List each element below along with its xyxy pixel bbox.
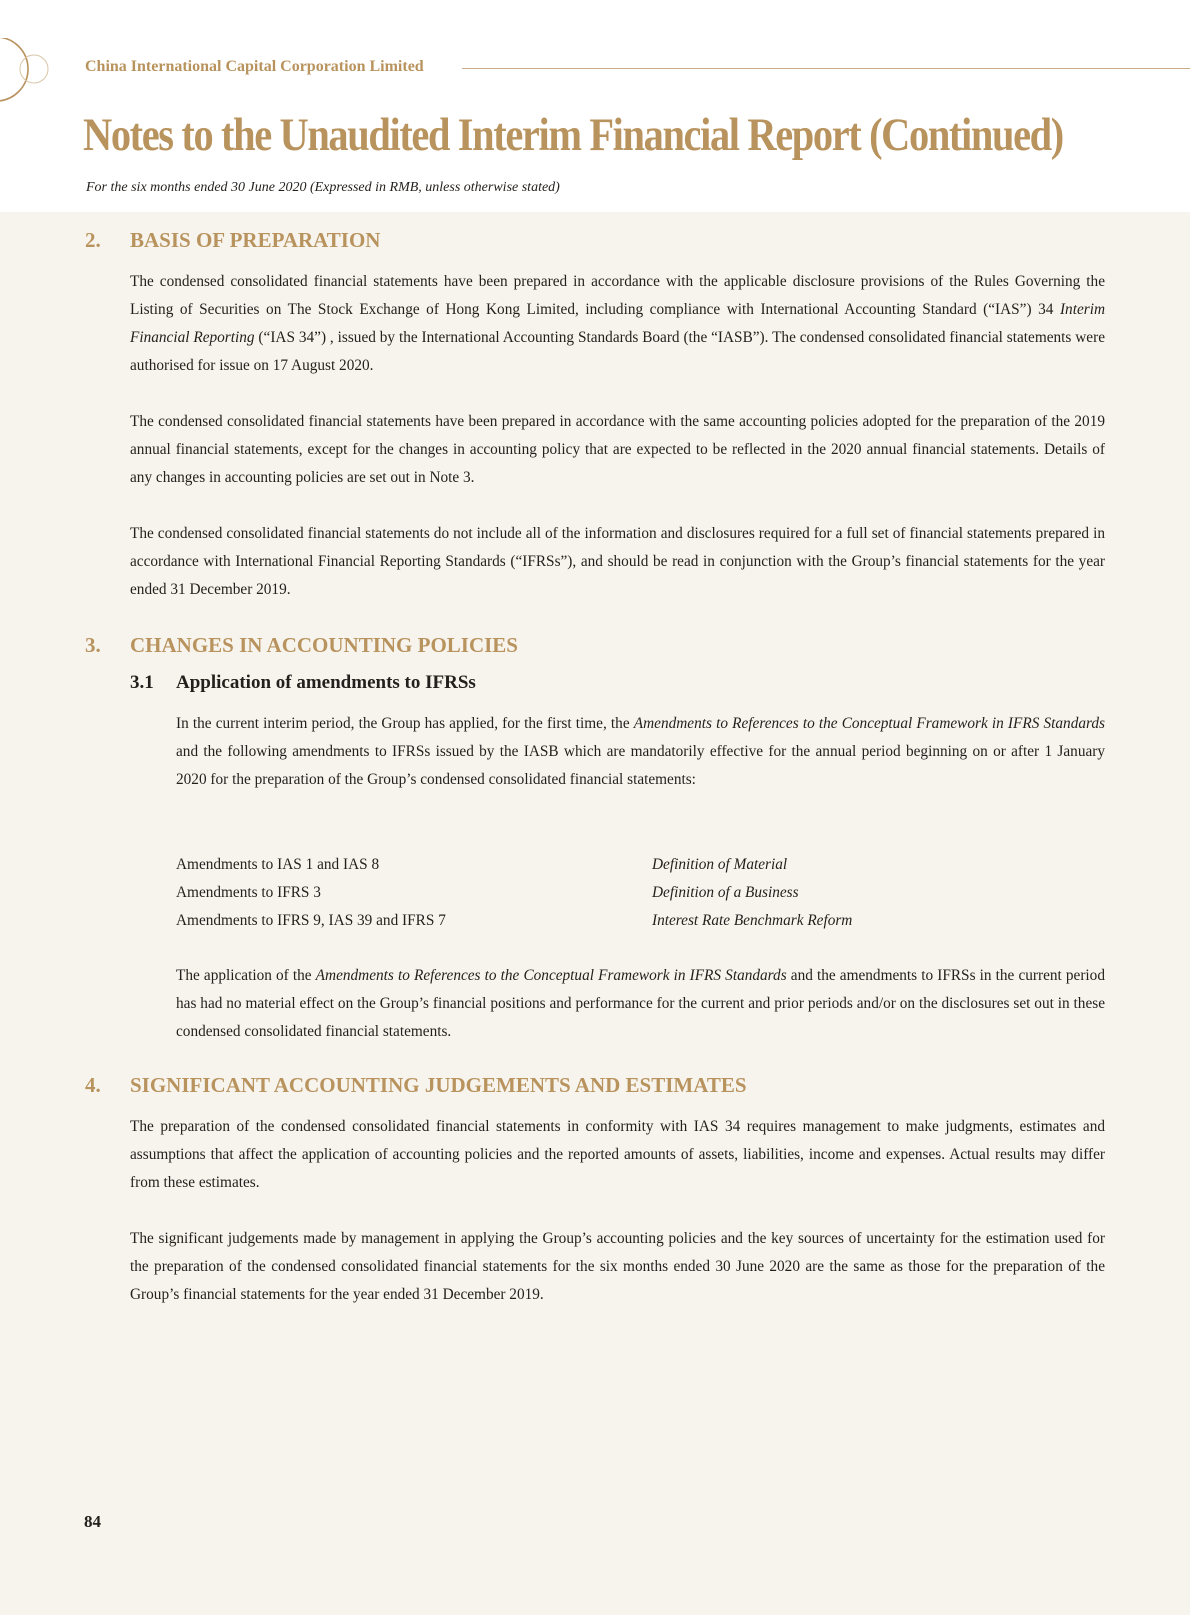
subsection-title: Application of amendments to IFRSs: [176, 672, 476, 693]
amendment-standard: Amendments to IAS 1 and IAS 8: [176, 856, 380, 873]
page-subtitle: For the six months ended 30 June 2020 (Expressed in RMB, unless otherwise stated): [86, 180, 560, 195]
header-rule: [462, 68, 1190, 69]
section-number: 4.: [85, 1073, 101, 1097]
paragraph: The preparation of the condensed consolidated financial statements in conformity with IAS 34 requires management to make judgments, estimates and assumptions that affect the application of accounting policies and the reported amounts of assets, liabilities, income and expenses. Actual results may differ from these estimates.: [130, 1118, 1105, 1191]
subsection-number: 3.1: [130, 672, 154, 693]
section-heading-basis-of-preparation: [85, 228, 380, 253]
page-header: [0, 0, 1190, 212]
text: and the amendments to IFRSs in the current period has had no material effect on the Group’s financial positions and performance for the current and prior periods and/or on the disclosures set out in these condensed consolidated financial statements.: [176, 967, 1105, 1040]
paragraph: [130, 268, 1105, 380]
table-row: [176, 851, 896, 879]
section-number: 2.: [85, 228, 101, 252]
paragraph: The significant judgements made by management in applying the Group’s accounting policies and the key sources of uncertainty for the estimation used for the preparation of the condensed consolidated financial statements for the six months ended 30 June 2020 are the same as those for the preparation of the Group’s financial statements for the year ended 31 December 2019.: [130, 1230, 1105, 1303]
amendment-standard: Amendments to IFRS 3: [176, 884, 321, 901]
paragraph: The condensed consolidated financial statements do not include all of the information and disclosures required for a full set of financial statements prepared in accordance with International Financial Reporting Standards (“IFRSs”), and should be read in conjunction with the Group’s financial statements for the year ended 31 December 2019.: [130, 525, 1105, 598]
paragraph: The condensed consolidated financial statements have been prepared in accordance with the same accounting policies adopted for the preparation of the 2019 annual financial statements, except for the changes in accounting policy that are expected to be reflected in the 2020 annual financial statements. Details of any changes in accounting policies are set out in Note 3.: [130, 413, 1105, 486]
paragraph: [176, 962, 1105, 1046]
section-title: SIGNIFICANT ACCOUNTING JUDGEMENTS AND ESTIMATES: [130, 1073, 747, 1097]
page-number: 84: [84, 1512, 101, 1531]
amendment-title: Definition of Material: [652, 856, 788, 873]
section-title: BASIS OF PREPARATION: [130, 228, 381, 252]
text: The application of the: [176, 967, 316, 984]
table-row: [176, 907, 896, 935]
text: The condensed consolidated financial statements have been prepared in accordance with the applicable disclosure provisions of the Rules Governing the Listing of Securities on The Stock Exchange of Hong Kong Limited, including compliance with International Accounting Standard (“IAS”) 34: [130, 273, 1105, 318]
amendment-title: Definition of a Business: [652, 884, 799, 901]
paragraph: [176, 710, 1105, 794]
italic-text: Amendments to References to the Conceptual Framework in IFRS Standards: [633, 715, 1105, 732]
amendment-standard: Amendments to IFRS 9, IAS 39 and IFRS 7: [176, 912, 446, 929]
italic-text: Amendments to References to the Conceptual Framework in IFRS Standards: [315, 967, 787, 984]
text: (“IAS 34”) , issued by the International Accounting Standards Board (the “IASB”). The condensed consolidated financial statements were authorised for issue on 17 August 2020.: [130, 329, 1105, 374]
amendment-title: Interest Rate Benchmark Reform: [652, 912, 853, 929]
page-title: Notes to the Unaudited Interim Financial Report (Continued): [83, 109, 1063, 161]
section-heading-changes-in-accounting-policies: [85, 633, 518, 658]
amendments-table: [176, 851, 896, 935]
text: and the following amendments to IFRSs issued by the IASB which are mandatorily effective for the annual period beginning on or after 1 January 2020 for the preparation of the Group’s condensed consolidated financial statements:: [176, 743, 1105, 788]
company-name: China International Capital Corporation Limited: [85, 58, 424, 75]
logo-circles-icon: [0, 38, 60, 102]
italic-text: Interim Financial Reporting: [130, 301, 1105, 346]
table-row: [176, 879, 896, 907]
subsection-heading: [130, 672, 476, 694]
section-title: CHANGES IN ACCOUNTING POLICIES: [130, 633, 518, 657]
section-number: 3.: [85, 633, 101, 657]
text: In the current interim period, the Group has applied, for the first time, the: [176, 715, 634, 732]
section-heading-significant-judgements: [85, 1073, 747, 1098]
